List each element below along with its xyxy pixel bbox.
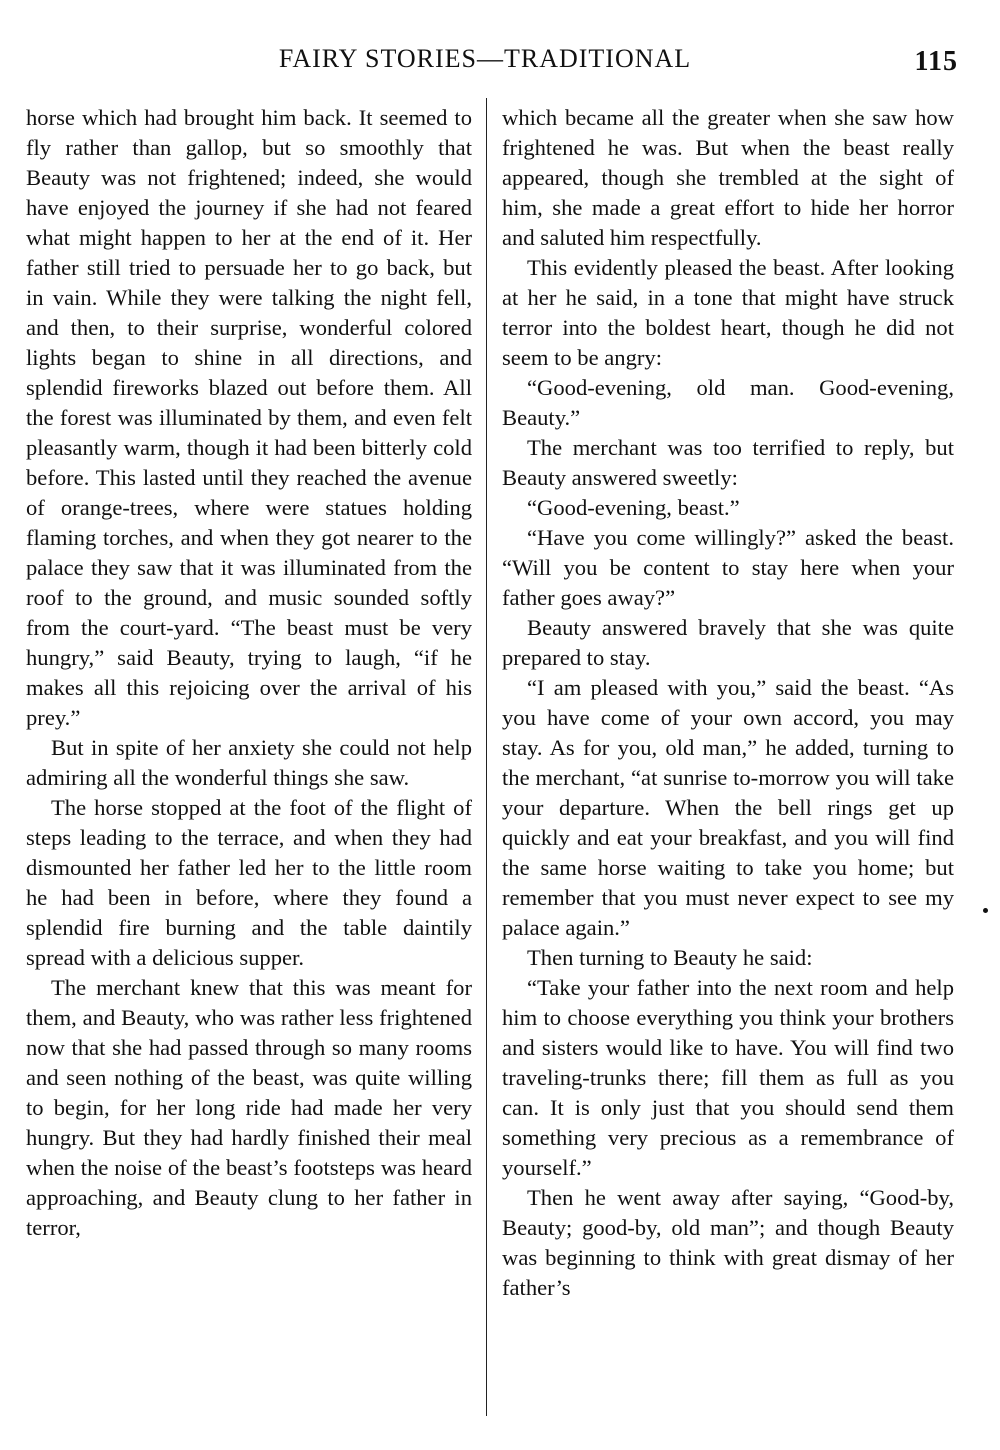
paragraph: The horse stopped at the foot of the flight of steps leading to the terrace, and when they had dismounted her father led her to the little room he had been in before, where they found a splendid fire burning and the table daintily spread with a delicious supper.: [26, 795, 472, 970]
left-column: [26, 103, 472, 1243]
paragraph: which became all the greater when she saw how frightened he was. But when the beast really appeared, though she trembled at the sight of him, she made a great effort to hide her horror and saluted him respectfully.: [502, 105, 954, 250]
paragraph: “Take your father into the next room and help him to choose everything you think your brothers and sisters would like to have. You will find two traveling-trunks there; fill them as full as you can. It is only just that you should send them something very precious as a remembrance of yourself.”: [502, 975, 954, 1180]
paragraph: Beauty answered bravely that she was quite prepared to stay.: [502, 615, 954, 670]
paragraph: horse which had brought him back. It seemed to fly rather than gallop, but so smoothly that Beauty was not frightened; indeed, she would have enjoyed the journey if she had not feared what might happen to her at the end of it. Her father still tried to persuade her to go back, but in vain. While they were talking the night fell, and then, to their surprise, wonderful colored lights began to shine in all directions, and splendid fireworks blazed out before them. All the forest was illuminated by them, and even felt pleasantly warm, though it had been bitterly cold before. This lasted until they reached the avenue of orange-trees, where were statues holding flaming torches, and when they got nearer to the palace they saw that it was illuminated from the roof to the ground, and music sounded softly from the court-yard. “The beast must be very hungry,” said Beauty, trying to laugh, “if he makes all this rejoicing over the arrival of his prey.”: [26, 105, 472, 730]
running-header: FAIRY STORIES—TRADITIONAL: [278, 44, 692, 73]
print-speck: [983, 908, 988, 913]
paragraph: The merchant knew that this was meant for them, and Beauty, who was rather less frightened now that she had passed through so many rooms and seen nothing of the beast, was quite willing to begin, for her long ride had made her very hungry. But they had hardly finished their meal when the noise of the beast’s footsteps was heard approaching, and Beauty clung to her father in terror,: [26, 975, 472, 1240]
paragraph: “Have you come willingly?” asked the beast. “Will you be content to stay here when your father goes away?”: [502, 525, 954, 610]
paragraph: Then he went away after saying, “Good-by, Beauty; good-by, old man”; and though Beauty was beginning to think with great dismay of her father’s: [502, 1185, 954, 1300]
right-column: [502, 103, 954, 1303]
paragraph: The merchant was too terrified to reply, but Beauty answered sweetly:: [502, 435, 954, 490]
paragraph: “I am pleased with you,” said the beast. “As you have come of your own accord, you may stay. As for you, old man,” he added, turning to the merchant, “at sunrise to-morrow you will take your departure. When the bell rings get up quickly and eat your breakfast, and you will find the same horse waiting to take you home; but remember that you must never expect to see my palace again.”: [502, 675, 954, 940]
paragraph: This evidently pleased the beast. After looking at her he said, in a tone that might have struck terror into the boldest heart, though he did not seem to be angry:: [502, 255, 954, 370]
paragraph: But in spite of her anxiety she could not help admiring all the wonderful things she saw.: [26, 735, 472, 790]
column-divider: [486, 98, 487, 1416]
page-number: 115: [914, 46, 958, 77]
paragraph: “Good-evening, old man. Good-evening, Beauty.”: [502, 375, 954, 430]
paragraph: “Good-evening, beast.”: [527, 495, 740, 520]
paragraph: Then turning to Beauty he said:: [527, 945, 813, 970]
